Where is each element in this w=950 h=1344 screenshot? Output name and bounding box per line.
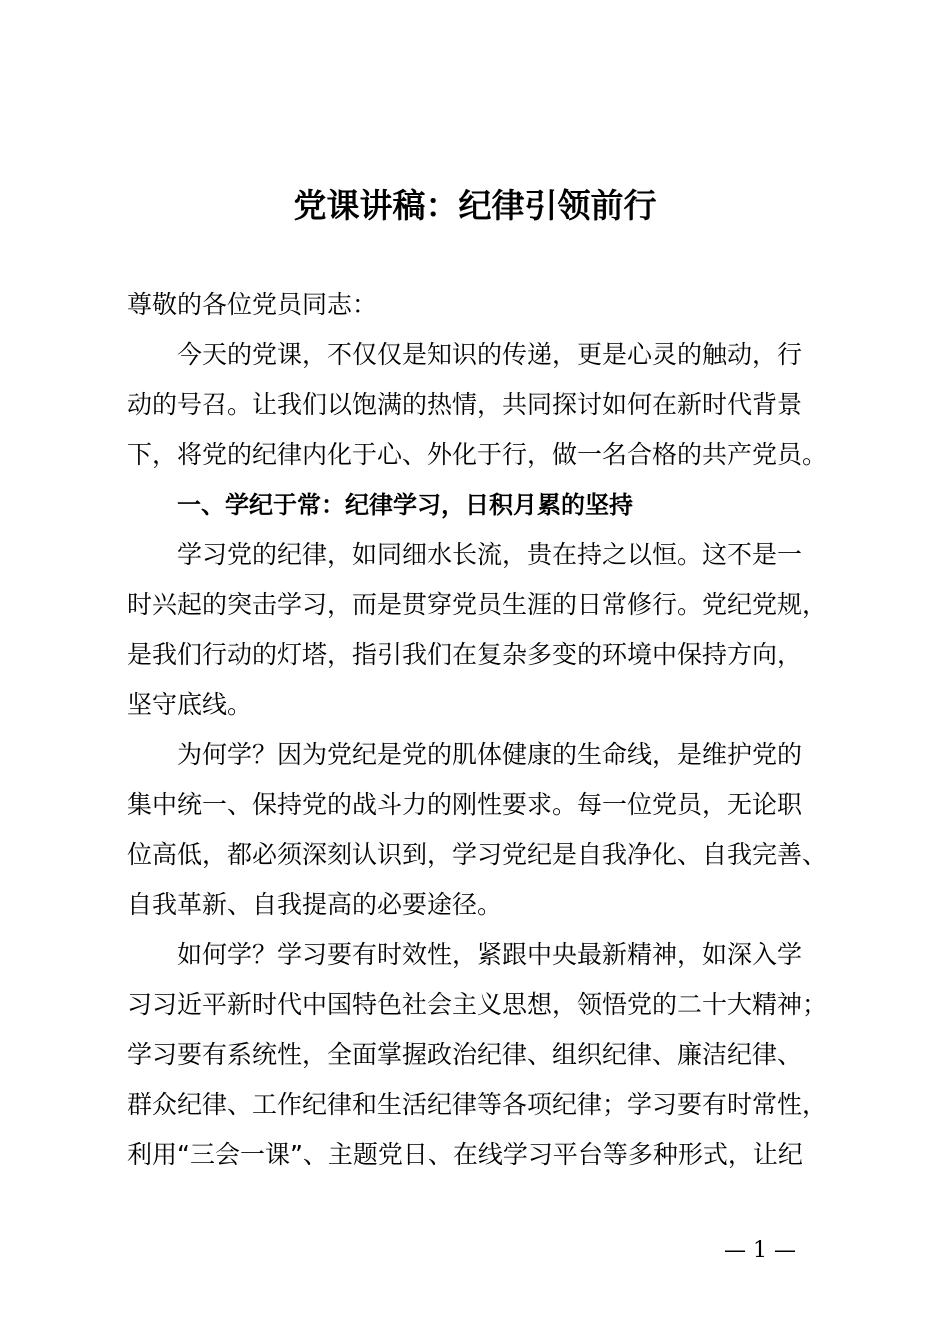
page-number: — 1 — bbox=[724, 1238, 796, 1263]
intro-paragraph bbox=[127, 330, 857, 480]
paragraph-3 bbox=[127, 930, 857, 1180]
paragraph-line: 利用“三会一课”、主题党日、在线学习平台等多种形式，让纪 bbox=[127, 1140, 803, 1169]
paragraph-line: 坚守底线。 bbox=[127, 690, 253, 719]
salutation: 尊敬的各位党员同志： bbox=[127, 290, 378, 319]
paragraph-1 bbox=[127, 530, 857, 730]
paragraph-2 bbox=[127, 730, 857, 930]
paragraph-line: 学习党的纪律，如同细水长流，贵在持之以恒。这不是一 bbox=[177, 540, 803, 569]
paragraph-line: 今天的党课，不仅仅是知识的传递，更是心灵的触动，行 bbox=[177, 340, 803, 369]
paragraph-line: 为何学？因为党纪是党的肌体健康的生命线，是维护党的 bbox=[177, 740, 803, 769]
paragraph-line: 时兴起的突击学习，而是贯穿党员生涯的日常修行。党纪党规， bbox=[127, 590, 828, 619]
paragraph-line: 习习近平新时代中国特色社会主义思想，领悟党的二十大精神； bbox=[127, 990, 828, 1019]
paragraph-line: 群众纪律、工作纪律和生活纪律等各项纪律；学习要有时常性， bbox=[127, 1090, 828, 1119]
paragraph-line: 下，将党的纪律内化于心、外化于行，做一名合格的共产党员。 bbox=[127, 440, 828, 469]
paragraph-line: 如何学？学习要有时效性，紧跟中央最新精神，如深入学 bbox=[177, 940, 803, 969]
paragraph-line: 位高低，都必须深刻认识到，学习党纪是自我净化、自我完善、 bbox=[127, 840, 828, 869]
document-body bbox=[127, 280, 857, 1180]
paragraph-line: 是我们行动的灯塔，指引我们在复杂多变的环境中保持方向， bbox=[127, 640, 803, 669]
document-title: 党课讲稿：纪律引领前行 bbox=[293, 186, 657, 225]
paragraph-line: 自我革新、自我提高的必要途径。 bbox=[127, 890, 503, 919]
section-heading: 一、学纪于常：纪律学习，日积月累的坚持 bbox=[177, 491, 633, 519]
paragraph-line: 动的号召。让我们以饱满的热情，共同探讨如何在新时代背景 bbox=[127, 390, 803, 419]
paragraph-line: 集中统一、保持党的战斗力的刚性要求。每一位党员，无论职 bbox=[127, 790, 803, 819]
paragraph-line: 学习要有系统性，全面掌握政治纪律、组织纪律、廉洁纪律、 bbox=[127, 1040, 803, 1069]
